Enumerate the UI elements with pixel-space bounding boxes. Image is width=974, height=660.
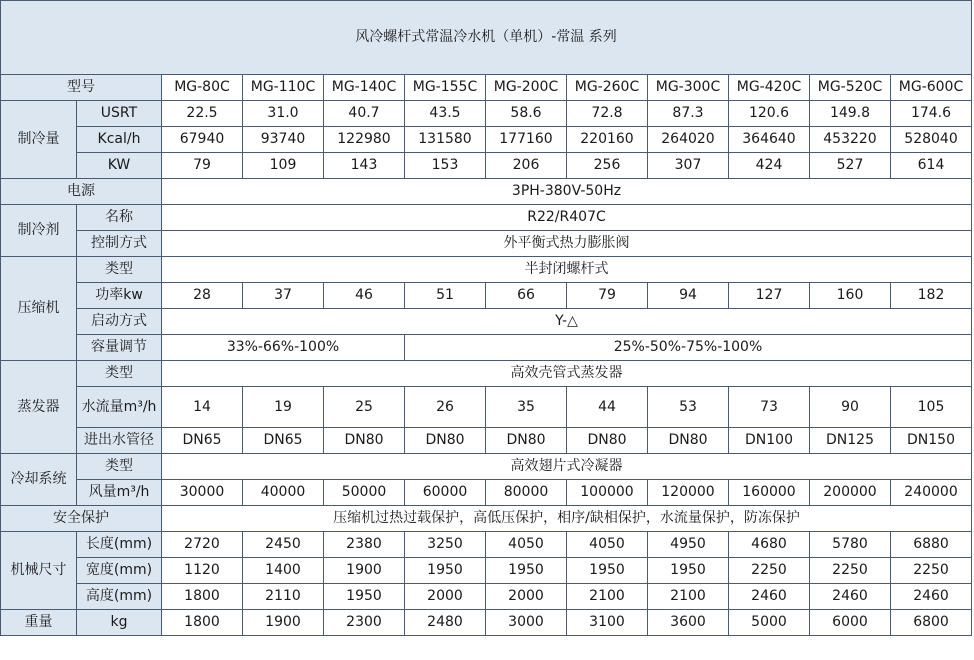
compressor-capacity-large: 25%-50%-75%-100%: [405, 335, 972, 361]
compressor-start-row: [1, 309, 972, 335]
length-cell: 4050: [486, 532, 567, 558]
usrt-cell: 40.7: [324, 101, 405, 127]
compressor-power-row: [1, 283, 972, 309]
compressor-power-cell: 127: [729, 283, 810, 309]
height-cell: 2110: [243, 584, 324, 610]
length-cell: 5780: [810, 532, 891, 558]
evaporator-flow-row: [1, 387, 972, 428]
usrt-cell: 31.0: [243, 101, 324, 127]
cooling-system-air-cell: 30000: [162, 480, 243, 506]
width-cell: 1900: [324, 558, 405, 584]
height-cell: 2460: [891, 584, 972, 610]
usrt-cell: 72.8: [567, 101, 648, 127]
evaporator-pipe-cell: DN80: [486, 428, 567, 454]
kw-cell: 614: [891, 153, 972, 179]
evaporator-flow-cell: 44: [567, 387, 648, 428]
width-cell: 1120: [162, 558, 243, 584]
height-cell: 1950: [324, 584, 405, 610]
model-cell: MG-420C: [729, 75, 810, 101]
compressor-power-cell: 160: [810, 283, 891, 309]
model-label: 型号: [1, 75, 162, 101]
kcal-cell: 220160: [567, 127, 648, 153]
kcal-row: [1, 127, 972, 153]
height-row: [1, 584, 972, 610]
evaporator-pipe-cell: DN80: [324, 428, 405, 454]
weight-cell: 5000: [729, 610, 810, 636]
cooling-system-air-label: 风量m³/h: [77, 480, 162, 506]
cooling-group-label: 制冷量: [1, 101, 77, 179]
refrigerant-control-value: 外平衡式热力膨胀阀: [162, 231, 972, 257]
usrt-cell: 43.5: [405, 101, 486, 127]
refrigerant-name-row: [1, 205, 972, 231]
length-cell: 4680: [729, 532, 810, 558]
usrt-label: USRT: [77, 101, 162, 127]
model-row: [1, 75, 972, 101]
kw-row: [1, 153, 972, 179]
compressor-capacity-label: 容量调节: [77, 335, 162, 361]
compressor-type-label: 类型: [77, 257, 162, 283]
compressor-type-value: 半封闭螺杆式: [162, 257, 972, 283]
height-cell: 2000: [405, 584, 486, 610]
weight-cell: 6000: [810, 610, 891, 636]
kw-cell: 109: [243, 153, 324, 179]
cooling-system-air-cell: 40000: [243, 480, 324, 506]
usrt-cell: 120.6: [729, 101, 810, 127]
model-cell: MG-155C: [405, 75, 486, 101]
kcal-cell: 131580: [405, 127, 486, 153]
length-cell: 6880: [891, 532, 972, 558]
evaporator-flow-cell: 73: [729, 387, 810, 428]
evaporator-group-label: 蒸发器: [1, 361, 77, 454]
kcal-cell: 93740: [243, 127, 324, 153]
evaporator-flow-cell: 14: [162, 387, 243, 428]
safety-label: 安全保护: [1, 506, 162, 532]
length-row: [1, 532, 972, 558]
kw-cell: 424: [729, 153, 810, 179]
usrt-cell: 87.3: [648, 101, 729, 127]
compressor-power-cell: 28: [162, 283, 243, 309]
evaporator-flow-cell: 26: [405, 387, 486, 428]
cooling-system-type-row: [1, 454, 972, 480]
cooling-system-air-cell: 200000: [810, 480, 891, 506]
refrigerant-group-label: 制冷剂: [1, 205, 77, 257]
dimensions-group-label: 机械尺寸: [1, 532, 77, 610]
model-cell: MG-600C: [891, 75, 972, 101]
refrigerant-control-label: 控制方式: [77, 231, 162, 257]
model-cell: MG-80C: [162, 75, 243, 101]
evaporator-pipe-row: [1, 428, 972, 454]
length-cell: 2720: [162, 532, 243, 558]
cooling-system-air-cell: 240000: [891, 480, 972, 506]
compressor-start-label: 启动方式: [77, 309, 162, 335]
length-cell: 3250: [405, 532, 486, 558]
model-cell: MG-260C: [567, 75, 648, 101]
evaporator-flow-label: 水流量m³/h: [77, 387, 162, 428]
compressor-power-cell: 94: [648, 283, 729, 309]
evaporator-flow-cell: 105: [891, 387, 972, 428]
usrt-cell: 149.8: [810, 101, 891, 127]
usrt-row: [1, 101, 972, 127]
compressor-power-cell: 182: [891, 283, 972, 309]
kw-cell: 256: [567, 153, 648, 179]
compressor-power-cell: 66: [486, 283, 567, 309]
compressor-capacity-row: [1, 335, 972, 361]
width-cell: 1950: [567, 558, 648, 584]
weight-cell: 3000: [486, 610, 567, 636]
evaporator-type-row: [1, 361, 972, 387]
cooling-system-air-cell: 100000: [567, 480, 648, 506]
compressor-capacity-small: 33%-66%-100%: [162, 335, 405, 361]
width-cell: 2250: [810, 558, 891, 584]
length-cell: 2380: [324, 532, 405, 558]
cooling-system-type-label: 类型: [77, 454, 162, 480]
safety-value: 压缩机过热过载保护，高低压保护，相序/缺相保护，水流量保护，防冻保护: [162, 506, 972, 532]
weight-cell: 3100: [567, 610, 648, 636]
width-cell: 1950: [486, 558, 567, 584]
model-cell: MG-520C: [810, 75, 891, 101]
evaporator-pipe-cell: DN150: [891, 428, 972, 454]
weight-cell: 1800: [162, 610, 243, 636]
refrigerant-name-value: R22/R407C: [162, 205, 972, 231]
evaporator-type-value: 高效壳管式蒸发器: [162, 361, 972, 387]
usrt-cell: 22.5: [162, 101, 243, 127]
evaporator-pipe-cell: DN125: [810, 428, 891, 454]
safety-row: [1, 506, 972, 532]
kw-label: KW: [77, 153, 162, 179]
model-cell: MG-110C: [243, 75, 324, 101]
model-cell: MG-200C: [486, 75, 567, 101]
height-cell: 2460: [810, 584, 891, 610]
width-cell: 2250: [891, 558, 972, 584]
width-label: 宽度(mm): [77, 558, 162, 584]
cooling-system-type-value: 高效翅片式冷凝器: [162, 454, 972, 480]
kw-cell: 206: [486, 153, 567, 179]
compressor-power-label: 功率kw: [77, 283, 162, 309]
width-cell: 1950: [648, 558, 729, 584]
weight-unit-label: kg: [77, 610, 162, 636]
evaporator-pipe-cell: DN80: [405, 428, 486, 454]
compressor-power-cell: 37: [243, 283, 324, 309]
kw-cell: 143: [324, 153, 405, 179]
width-cell: 1950: [405, 558, 486, 584]
evaporator-pipe-cell: DN80: [648, 428, 729, 454]
usrt-cell: 174.6: [891, 101, 972, 127]
evaporator-flow-cell: 19: [243, 387, 324, 428]
weight-cell: 6800: [891, 610, 972, 636]
weight-cell: 2300: [324, 610, 405, 636]
power-row: [1, 179, 972, 205]
cooling-system-air-cell: 160000: [729, 480, 810, 506]
compressor-start-value: Y-△: [162, 309, 972, 335]
evaporator-pipe-cell: DN80: [567, 428, 648, 454]
evaporator-flow-cell: 53: [648, 387, 729, 428]
model-cell: MG-300C: [648, 75, 729, 101]
refrigerant-name-label: 名称: [77, 205, 162, 231]
cooling-system-air-cell: 60000: [405, 480, 486, 506]
kcal-cell: 528040: [891, 127, 972, 153]
usrt-cell: 58.6: [486, 101, 567, 127]
evaporator-type-label: 类型: [77, 361, 162, 387]
evaporator-pipe-cell: DN65: [243, 428, 324, 454]
compressor-power-cell: 46: [324, 283, 405, 309]
cooling-system-air-cell: 80000: [486, 480, 567, 506]
kcal-cell: 364640: [729, 127, 810, 153]
kcal-cell: 264020: [648, 127, 729, 153]
kcal-cell: 177160: [486, 127, 567, 153]
weight-cell: 3600: [648, 610, 729, 636]
kw-cell: 307: [648, 153, 729, 179]
length-cell: 4050: [567, 532, 648, 558]
height-cell: 2000: [486, 584, 567, 610]
cooling-system-air-row: [1, 480, 972, 506]
width-cell: 1400: [243, 558, 324, 584]
weight-cell: 2480: [405, 610, 486, 636]
compressor-power-cell: 51: [405, 283, 486, 309]
power-label: 电源: [1, 179, 162, 205]
kw-cell: 153: [405, 153, 486, 179]
compressor-type-row: [1, 257, 972, 283]
kw-cell: 79: [162, 153, 243, 179]
cooling-system-air-cell: 50000: [324, 480, 405, 506]
kcal-cell: 453220: [810, 127, 891, 153]
width-cell: 2250: [729, 558, 810, 584]
evaporator-pipe-cell: DN100: [729, 428, 810, 454]
evaporator-flow-cell: 90: [810, 387, 891, 428]
model-cell: MG-140C: [324, 75, 405, 101]
evaporator-pipe-label: 进出水管径: [77, 428, 162, 454]
height-cell: 2460: [729, 584, 810, 610]
power-value: 3PH-380V-50Hz: [162, 179, 972, 205]
height-cell: 1800: [162, 584, 243, 610]
refrigerant-control-row: [1, 231, 972, 257]
kcal-label: Kcal/h: [77, 127, 162, 153]
evaporator-pipe-cell: DN65: [162, 428, 243, 454]
weight-group-label: 重量: [1, 610, 77, 636]
kcal-cell: 122980: [324, 127, 405, 153]
kw-cell: 527: [810, 153, 891, 179]
kcal-cell: 67940: [162, 127, 243, 153]
weight-row: [1, 610, 972, 636]
cooling-system-group-label: 冷却系统: [1, 454, 77, 506]
cooling-system-air-cell: 120000: [648, 480, 729, 506]
evaporator-flow-cell: 25: [324, 387, 405, 428]
height-cell: 2100: [567, 584, 648, 610]
evaporator-flow-cell: 35: [486, 387, 567, 428]
height-cell: 2100: [648, 584, 729, 610]
height-label: 高度(mm): [77, 584, 162, 610]
compressor-power-cell: 79: [567, 283, 648, 309]
length-cell: 4950: [648, 532, 729, 558]
length-label: 长度(mm): [77, 532, 162, 558]
table-title: 风冷螺杆式常温冷水机（单机）-常温 系列: [1, 1, 972, 75]
length-cell: 2450: [243, 532, 324, 558]
width-row: [1, 558, 972, 584]
weight-cell: 1900: [243, 610, 324, 636]
compressor-group-label: 压缩机: [1, 257, 77, 361]
